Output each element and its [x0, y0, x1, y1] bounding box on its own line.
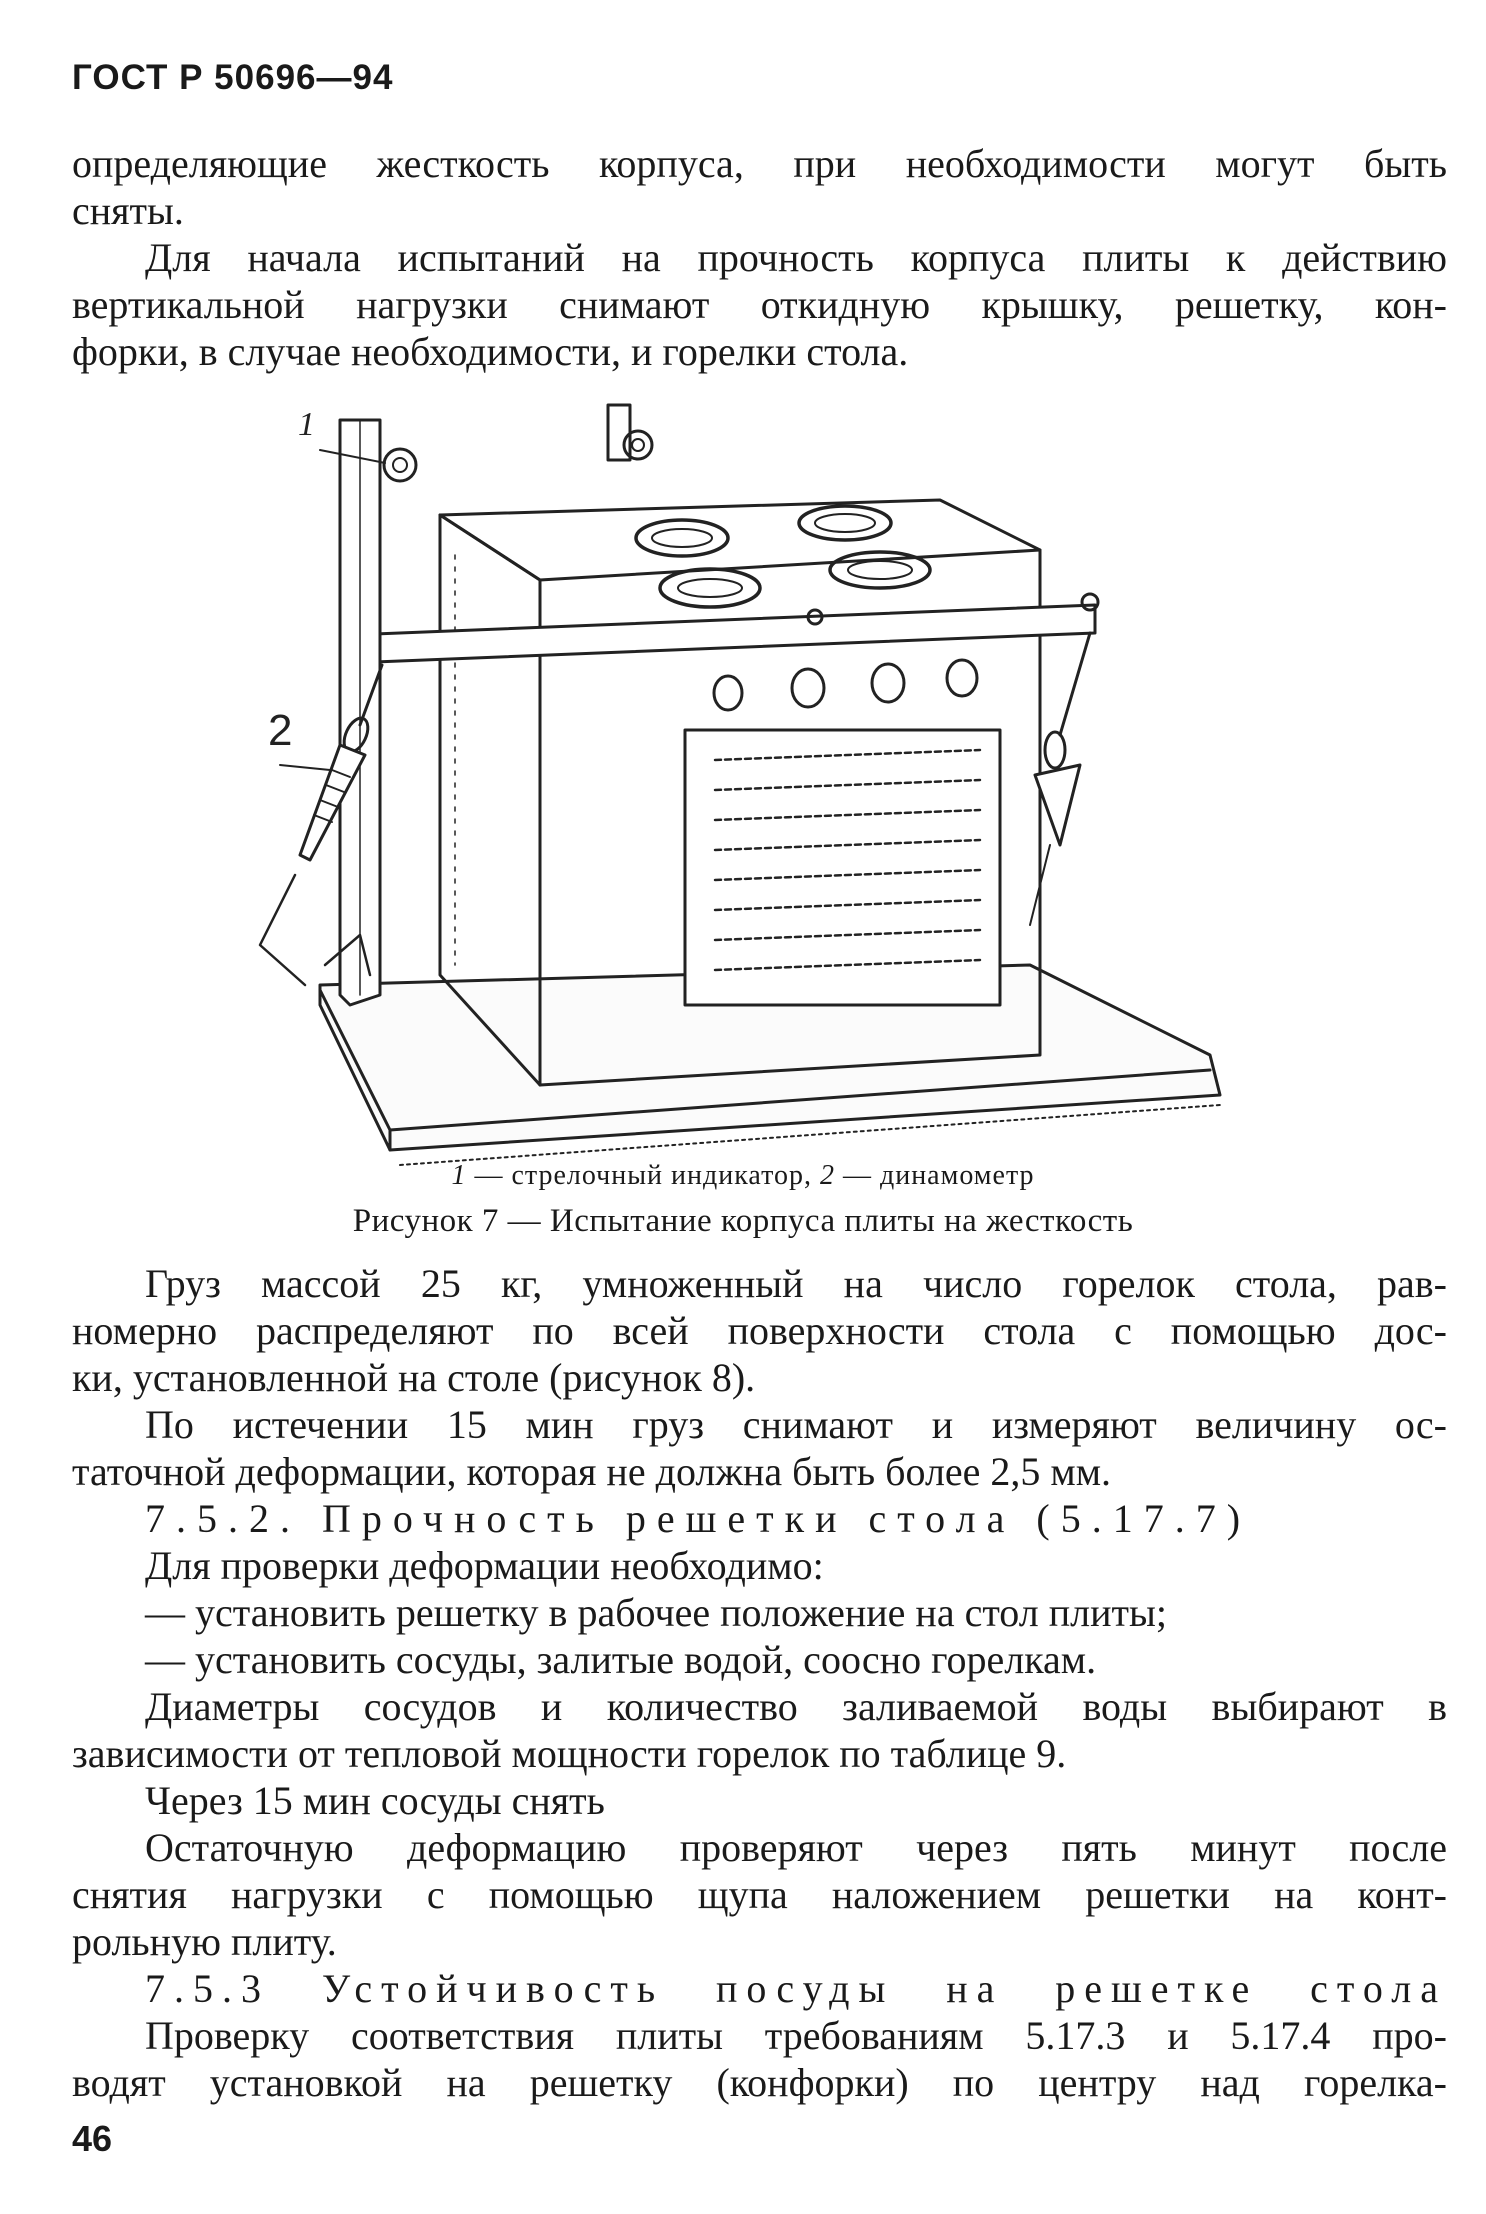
text-line: номерно распределяют по всей поверхности стола с помощью дос- — [72, 1308, 1447, 1353]
list-item: — установить сосуды, залитые водой, соосно горелкам. — [145, 1637, 1097, 1682]
text-line: сняты. — [72, 188, 184, 233]
figure-label-2: 2 — [268, 706, 293, 755]
text-line: форки, в случае необходимости, и горелки стола. — [72, 329, 909, 374]
intro-text — [72, 140, 1447, 375]
figure-legend — [0, 1160, 1486, 1192]
text-line: Для начала испытаний на прочность корпуса плиты к действию — [145, 235, 1447, 280]
section-heading-7-5-2: 7.5.2. Прочность решетки стола (5.17.7) — [145, 1496, 1252, 1541]
oven-door — [685, 730, 1000, 1005]
text-line: По истечении 15 мин груз снимают и измеряют величину ос- — [145, 1402, 1447, 1447]
text-line: снятия нагрузки с помощью щупа наложением решетки на конт- — [72, 1872, 1447, 1917]
text-line: Остаточную деформацию проверяют через пять минут после — [145, 1825, 1447, 1870]
legend-number-2: 2 — [819, 1160, 835, 1191]
text-line: рольную плиту. — [72, 1919, 337, 1964]
text-line: вертикальной нагрузки снимают откидную крышку, решетку, кон- — [72, 282, 1447, 327]
legend-number-1: 1 — [451, 1160, 467, 1191]
text-line: Для проверки деформации необходимо: — [145, 1543, 824, 1588]
text-line: Через 15 мин сосуды снять — [145, 1778, 605, 1823]
text-line: Диаметры сосудов и количество заливаемой воды выбирают в — [145, 1684, 1447, 1729]
text-line: Груз массой 25 кг, умноженный на число горелок стола, рав- — [145, 1261, 1447, 1306]
text-line: Проверку соответствия плиты требованиям 5.17.3 и 5.17.4 про- — [145, 2013, 1447, 2058]
control-knobs — [714, 660, 977, 710]
page-number: 46 — [72, 2118, 113, 2159]
figure-caption: Рисунок 7 — Испытание корпуса плиты на жесткость — [352, 1203, 1134, 1239]
text-line: зависимости от тепловой мощности горелок по таблице 9. — [72, 1731, 1067, 1776]
load-beam — [350, 594, 1098, 663]
text-line: ки, установленной на столе (рисунок 8). — [72, 1355, 756, 1400]
legend-text-1: — стрелочный индикатор, — [466, 1160, 820, 1191]
text-line: таточной деформации, которая не должна быть более 2,5 мм. — [72, 1449, 1112, 1494]
figure-stove-rigidity-test — [268, 405, 1230, 1175]
text-line: водят установкой на решетку (конфорки) по центру над горелка- — [72, 2060, 1447, 2105]
measuring-posts — [340, 405, 652, 1005]
text-line: определяющие жесткость корпуса, при необходимости могут быть — [72, 141, 1447, 186]
doc-header: ГОСТ Р 50696—94 — [72, 58, 394, 97]
list-item: — установить решетку в рабочее положение на стол плиты; — [145, 1590, 1167, 1635]
body-text — [72, 1260, 1447, 2106]
figure-label-1: 1 — [298, 406, 315, 443]
section-heading-7-5-3: 7.5.3 Устойчивость посуды на решетке стола — [145, 1966, 1447, 2011]
legend-text-2: — динамометр — [834, 1160, 1035, 1191]
